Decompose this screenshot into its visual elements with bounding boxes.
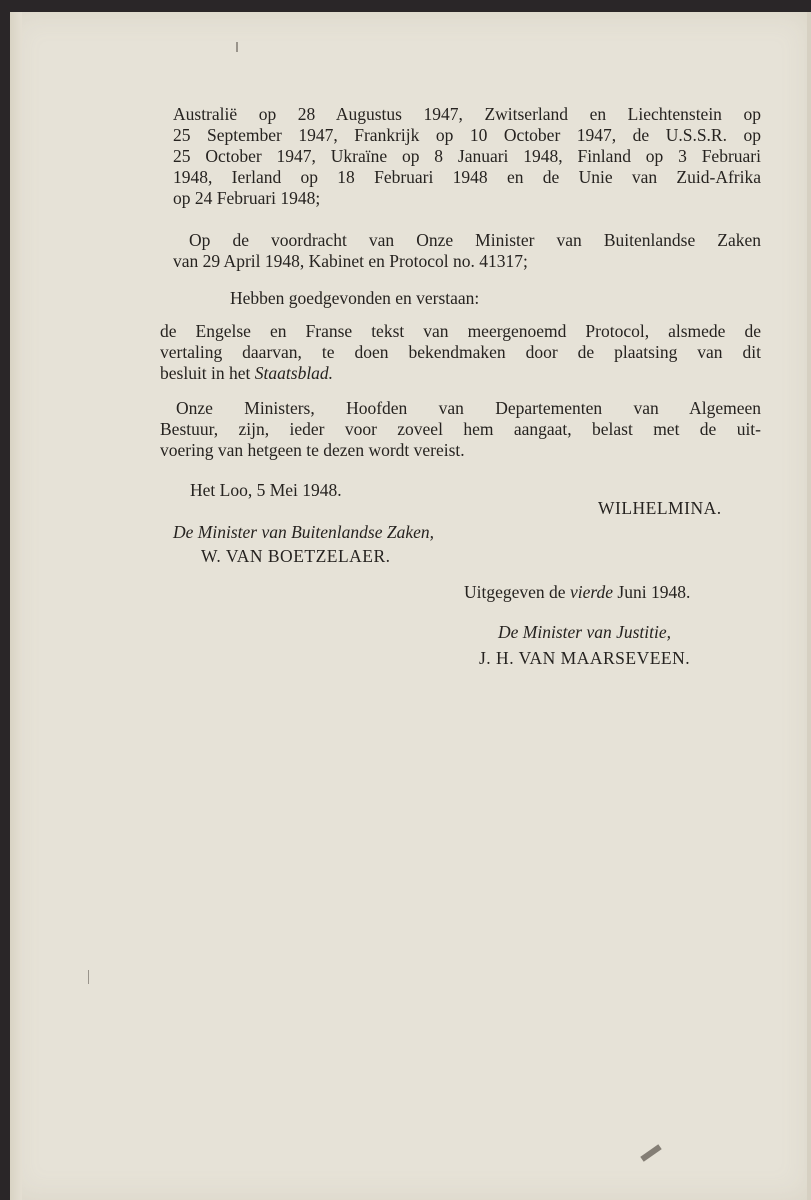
publication-date xyxy=(464,582,690,603)
paragraph-line: van 29 April 1948, Kabinet en Protocol no. 41317; xyxy=(173,251,528,271)
staatsblad-italic: Staatsblad. xyxy=(254,363,334,383)
published-prefix: Uitgegeven de xyxy=(464,582,570,602)
paper-speck xyxy=(88,970,89,984)
paragraph-line: 1948, Ierland op 18 Februari 1948 en de Unie van Zuid-Afrika xyxy=(173,167,761,187)
paragraph-line: op 24 Februari 1948; xyxy=(173,188,321,208)
decision-heading: Hebben goedgevonden en verstaan: xyxy=(230,288,480,308)
signature-wilhelmina: WILHELMINA. xyxy=(598,498,722,518)
paragraph-line: Bestuur, zijn, ieder voor zoveel hem aangaat, belast met de uit- xyxy=(160,419,761,439)
line-prefix: besluit in het xyxy=(160,363,255,383)
minister-foreign-affairs-title: De Minister van Buitenlandse Zaken, xyxy=(173,522,434,542)
paper-speck xyxy=(236,42,238,52)
paragraph-line: Op de voordracht van Onze Minister van Buitenlandse Zaken xyxy=(189,230,761,250)
published-day-italic: vierde xyxy=(569,582,614,602)
paragraph-line: voering van hetgeen te dezen wordt vereist. xyxy=(160,440,465,460)
minister-justice-title: De Minister van Justitie, xyxy=(498,622,672,642)
paragraph-line: 25 October 1947, Ukraïne op 8 Januari 1948, Finland op 3 Februari xyxy=(173,146,761,166)
paragraph-ratification-dates xyxy=(173,104,761,209)
paragraph-line xyxy=(160,363,761,384)
paragraph-line: Onze Ministers, Hoofden van Departementen van Algemeen xyxy=(176,398,761,418)
paragraph-line: de Engelse en Franse tekst van meergenoemd Protocol, alsmede de xyxy=(160,321,761,341)
published-suffix: Juni 1948. xyxy=(613,582,691,602)
page-right-edge xyxy=(807,12,811,1200)
paragraph-voordracht xyxy=(173,230,761,272)
paragraph-publication-order xyxy=(160,321,761,384)
page-left-edge xyxy=(10,12,22,1200)
paragraph-ministers-charged xyxy=(160,398,761,461)
minister-foreign-affairs-name: W. VAN BOETZELAER. xyxy=(201,546,391,566)
paragraph-line: 25 September 1947, Frankrijk op 10 October 1947, de U.S.S.R. op xyxy=(173,125,761,145)
place-date: Het Loo, 5 Mei 1948. xyxy=(190,480,342,500)
paragraph-line: vertaling daarvan, te doen bekendmaken door de plaatsing van dit xyxy=(160,342,761,362)
minister-justice-name: J. H. VAN MAARSEVEEN. xyxy=(479,648,691,668)
paragraph-line: Australië op 28 Augustus 1947, Zwitserland en Liechtenstein op xyxy=(173,104,761,124)
